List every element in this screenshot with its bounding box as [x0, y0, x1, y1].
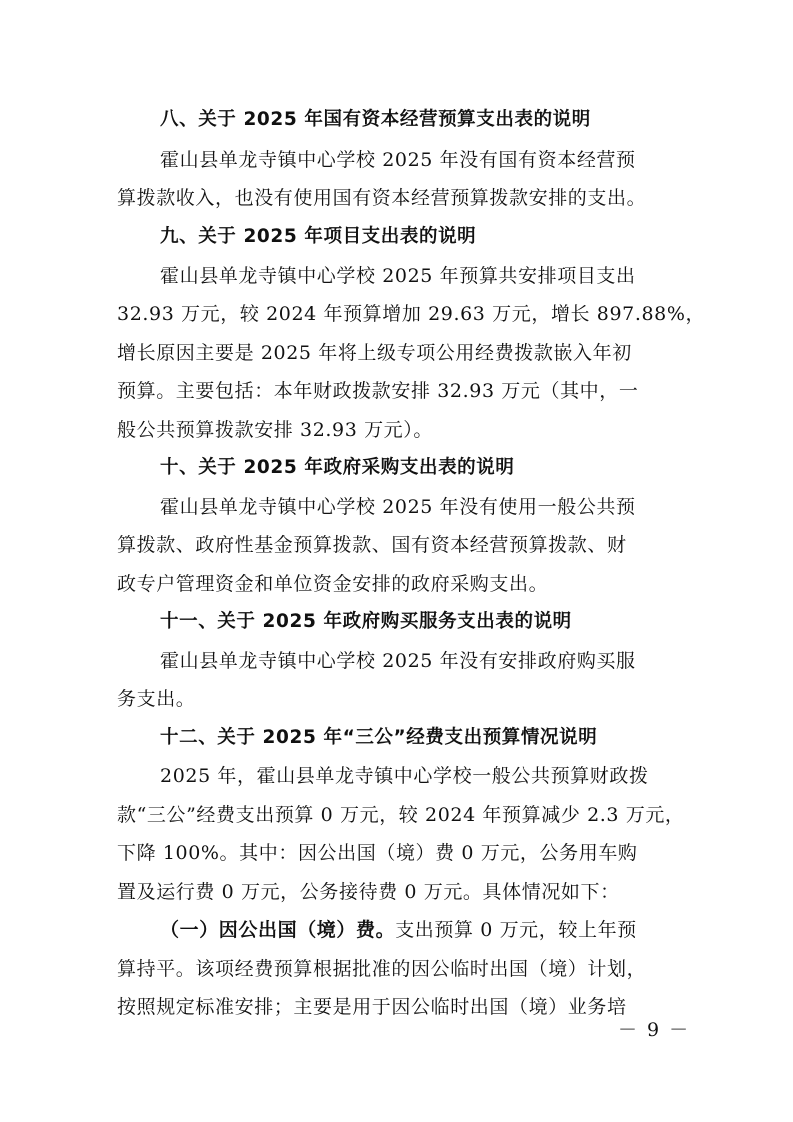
section-12-heading: 十二、关于 2025 年“三公”经费支出预算情况说明: [160, 727, 598, 748]
section-8-line-1: 霍山县单龙寺镇中心学校 2025 年没有国有资本经营预: [160, 149, 636, 171]
section-11-line-1: 霍山县单龙寺镇中心学校 2025 年没有安排政府购买服: [160, 650, 636, 672]
subsection-1-lead-text: 支出预算 0 万元，较上年预: [395, 919, 637, 941]
section-8-line-2: 算拨款收入，也没有使用国有资本经营预算拨款安排的支出。: [117, 187, 647, 209]
subsection-1-line-3: 按照规定标准安排；主要是用于因公临时出国（境）业务培: [117, 996, 627, 1018]
section-9-line-3: 增长原因主要是 2025 年将上级专项公用经费拨款嵌入年初: [117, 342, 632, 364]
section-12-line-4: 置及运行费 0 万元，公务接待费 0 万元。具体情况如下：: [117, 881, 620, 903]
section-9-line-2: 32.93 万元，较 2024 年预算增加 29.63 万元，增长 897.88%，: [117, 303, 706, 325]
section-10-line-2: 算拨款、政府性基金预算拨款、国有资本经营预算拨款、财: [117, 534, 627, 556]
section-8-heading: 八、关于 2025 年国有资本经营预算支出表的说明: [160, 109, 591, 130]
section-12-line-1: 2025 年，霍山县单龙寺镇中心学校一般公共预算财政拨: [160, 765, 649, 787]
section-9-heading: 九、关于 2025 年项目支出表的说明: [160, 226, 477, 247]
section-9-line-5: 般公共预算拨款安排 32.93 万元）。: [117, 419, 433, 441]
subsection-1-title: （一）因公出国（境）费。: [160, 919, 396, 941]
section-9-line-1: 霍山县单龙寺镇中心学校 2025 年预算共安排项目支出: [160, 265, 636, 287]
page-number: － 9 －: [618, 1019, 691, 1041]
section-11-heading: 十一、关于 2025 年政府购买服务支出表的说明: [160, 611, 572, 632]
section-10-line-1: 霍山县单龙寺镇中心学校 2025 年没有使用一般公共预: [160, 496, 636, 518]
section-10-line-3: 政专户管理资金和单位资金安排的政府采购支出。: [117, 573, 549, 595]
section-11-line-2: 务支出。: [117, 688, 196, 710]
subsection-1-first-line: [160, 918, 637, 942]
section-12-line-3: 下降 100%。其中：因公出国（境）费 0 万元，公务用车购: [117, 842, 638, 864]
section-12-line-2: 款“三公”经费支出预算 0 万元，较 2024 年预算减少 2.3 万元，: [117, 804, 685, 826]
subsection-1-line-2: 算持平。该项经费预算根据批准的因公临时出国（境）计划，: [117, 958, 647, 980]
section-10-heading: 十、关于 2025 年政府采购支出表的说明: [160, 457, 515, 478]
section-9-line-4: 预算。主要包括：本年财政拨款安排 32.93 万元（其中，一: [117, 380, 639, 402]
